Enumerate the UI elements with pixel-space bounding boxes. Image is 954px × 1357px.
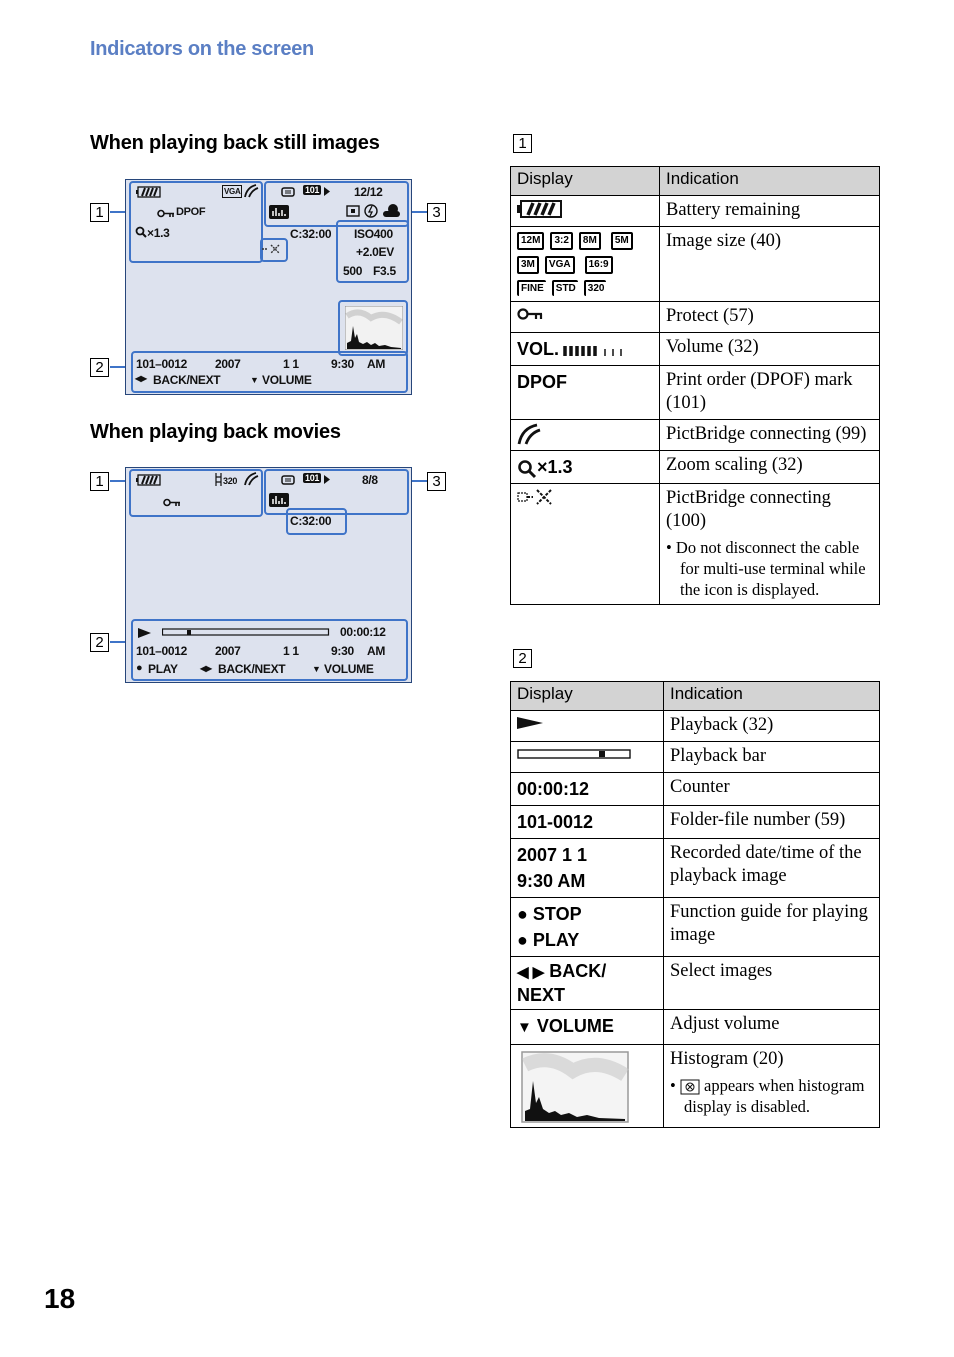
image-size-icon: 3M [517, 256, 539, 274]
table-row [511, 420, 880, 451]
dot-icon: ● [517, 930, 528, 950]
indication-text: Adjust volume [664, 1010, 880, 1045]
folder-file-number: 101–0012 [136, 644, 187, 658]
indication-text: PictBridge connecting (100) [666, 488, 831, 531]
indication-text: Playback bar [664, 742, 880, 773]
image-count: 12/12 [354, 185, 383, 199]
table-row [511, 957, 880, 1010]
movie-playback-screen [125, 467, 412, 683]
folder-file-number: 101–0012 [136, 357, 187, 371]
page-header: Indicators on the screen [90, 38, 314, 60]
recorded-month-day: 1 1 [283, 644, 299, 658]
histogram-note: appears when histogram display is disabled. [684, 1076, 865, 1116]
indication-text: Select images [664, 957, 880, 1010]
left-right-arrows-icon: ◀▶ [135, 374, 147, 383]
counter-display: 00:00:12 [517, 779, 590, 799]
quality-icon: FINE [517, 280, 546, 296]
indication-text: Folder-file number (59) [664, 806, 880, 839]
dpof-mark: DPOF [176, 206, 206, 218]
stop-guide: STOP [532, 904, 582, 924]
image-size-icon: 16:9 [585, 256, 613, 274]
volume-guide: VOLUME [324, 662, 374, 676]
playback-icon [517, 715, 543, 731]
indication-text: Protect (57) [660, 302, 880, 333]
indication-text: Image size (40) [660, 227, 880, 302]
back-next-guide: BACK/NEXT [218, 662, 286, 676]
table-row: Histogram (20) • appears when histogram display is disabled. [511, 1045, 880, 1128]
exposure-value: +2.0EV [356, 245, 394, 259]
indication-text: Volume (32) [660, 333, 880, 366]
folder-arrow-icon [324, 187, 330, 196]
volume-label: VOL. [517, 339, 560, 359]
protect-icon [163, 498, 181, 507]
image-count: 8/8 [362, 473, 378, 487]
play-guide: PLAY [532, 930, 580, 950]
indication-text: Recorded date/time of the playback image [664, 839, 880, 898]
callout-3-movie: 3 [427, 472, 446, 491]
histogram [521, 1051, 629, 1123]
recorded-time: 9:30 [331, 644, 354, 658]
folder-arrow-icon [324, 475, 330, 484]
page-number: 18 [44, 1283, 76, 1314]
indicator-table-2 [510, 681, 880, 1128]
table-row [511, 196, 880, 227]
recorded-time: 9:30 [331, 357, 354, 371]
playback-counter: 00:00:12 [340, 625, 386, 639]
protect-icon [157, 209, 175, 218]
remaining-capacity: C:32:00 [290, 227, 332, 241]
back-next-guide: BACK/NEXT [153, 373, 221, 387]
column-header-indication: Indication [660, 167, 880, 196]
quality-icons [517, 277, 653, 299]
recorded-year: 2007 [215, 357, 241, 371]
histogram [345, 306, 403, 350]
column-header-display: Display [511, 167, 660, 196]
table-row [511, 333, 880, 366]
histogram-mode-icon [269, 493, 289, 507]
callout-1-still: 1 [90, 203, 109, 222]
table-row [511, 302, 880, 333]
folder-file-display: 101-0012 [517, 812, 594, 832]
movies-heading: When playing back movies [90, 421, 341, 443]
table-row [511, 898, 880, 957]
time-display: 9:30 AM [517, 871, 586, 891]
down-arrow-icon: ▼ [250, 375, 259, 385]
film-quality-icon [215, 472, 223, 487]
volume-level-icon [563, 344, 625, 358]
indication-text: Histogram (20) [670, 1049, 784, 1069]
indicator-table-1 [510, 166, 880, 605]
zoom-icon [135, 226, 147, 238]
volume-guide: VOLUME [536, 1016, 614, 1036]
battery-icon [136, 474, 162, 486]
left-right-arrows-icon: ◀ ▶ [517, 964, 545, 981]
image-size-icon: 5M [611, 232, 633, 250]
still-playback-screen [125, 179, 412, 395]
play-guide: PLAY [148, 662, 178, 676]
playback-bar [162, 628, 330, 637]
histogram-disabled-icon [680, 1079, 700, 1095]
protect-icon [517, 307, 543, 321]
callout-2-still: 2 [90, 358, 109, 377]
folder-icon: 101 [305, 185, 320, 195]
callout-2-movie: 2 [90, 633, 109, 652]
image-size-icon: 12M [517, 232, 544, 250]
table-2-callout: 2 [513, 649, 532, 668]
recorded-ampm: AM [367, 644, 386, 658]
image-size-icon: 3:2 [550, 232, 572, 250]
indication-text: Print order (DPOF) mark (101) [660, 366, 880, 420]
pictbridge-connecting-icon [517, 487, 557, 507]
memory-card-icon [281, 186, 295, 198]
indication-text: Zoom scaling (32) [660, 451, 880, 484]
folder-icon: 101 [305, 473, 320, 483]
remaining-capacity: C:32:00 [290, 514, 332, 528]
playback-bar [517, 747, 631, 761]
shutter-speed: 500 [343, 264, 363, 278]
table-row [511, 839, 880, 898]
pictbridge-connecting-icon [261, 243, 283, 255]
iso-value: ISO400 [354, 227, 393, 241]
indication-text: Function guide for playing image [664, 898, 880, 957]
battery-icon [136, 186, 162, 198]
pictbridge-icon [243, 184, 259, 198]
pictbridge-icon [243, 472, 259, 486]
recorded-year: 2007 [215, 644, 241, 658]
column-header-display: Display [511, 682, 664, 711]
table-row [511, 773, 880, 806]
battery-icon [517, 199, 563, 219]
dot-icon: ● [136, 662, 143, 674]
indication-text: Counter [664, 773, 880, 806]
image-size-icon: VGA [545, 256, 575, 274]
pictbridge-note: Do not disconnect the cable for multi-use terminal while the icon is displayed. [675, 538, 866, 599]
column-header-indication: Indication [664, 682, 880, 711]
table-1-callout: 1 [513, 134, 532, 153]
next-guide: NEXT [517, 985, 566, 1005]
indication-text: PictBridge connecting (99) [660, 420, 880, 451]
dpof-mark: DPOF [517, 372, 568, 392]
table-row [511, 806, 880, 839]
indication-text: Playback (32) [664, 711, 880, 742]
zoom-scaling: ×1.3 [147, 226, 170, 240]
table-row [511, 742, 880, 773]
histogram-mode-icon [269, 205, 289, 219]
recorded-ampm: AM [367, 357, 386, 371]
recorded-month-day: 1 1 [283, 357, 299, 371]
zoom-scaling: ×1.3 [537, 457, 573, 477]
table-row [511, 451, 880, 484]
back-guide: BACK/ [549, 961, 607, 981]
quality-icon: 320 [584, 280, 607, 296]
memory-card-icon [281, 474, 295, 486]
image-size-icon: VGA [224, 187, 241, 196]
image-size-icon: 8M [579, 232, 601, 250]
left-right-arrows-icon: ◀▶ [200, 664, 212, 673]
table-row [511, 227, 880, 302]
image-size-icons [517, 229, 653, 277]
still-images-heading: When playing back still images [90, 132, 380, 154]
down-arrow-icon: ▼ [517, 1019, 532, 1036]
aperture: F3.5 [373, 264, 396, 278]
volume-guide: VOLUME [262, 373, 312, 387]
table-row [511, 366, 880, 420]
callout-3-still: 3 [427, 203, 446, 222]
white-balance-icon [381, 203, 401, 218]
pictbridge-icon [517, 423, 541, 445]
table-row: PictBridge connecting (100) • Do not disconnect the cable for multi-use terminal while the icon is displayed. [511, 484, 880, 605]
callout-1-movie: 1 [90, 472, 109, 491]
zoom-icon [517, 459, 537, 479]
table-row [511, 711, 880, 742]
table-row [511, 1010, 880, 1045]
dot-icon: ● [517, 904, 528, 924]
flash-off-icon [364, 204, 378, 218]
movie-quality: 320 [223, 476, 238, 486]
quality-icon: STD [552, 280, 578, 296]
date-display: 2007 1 1 [517, 845, 588, 865]
indication-text: Battery remaining [660, 196, 880, 227]
playback-icon [138, 628, 151, 638]
metering-icon [346, 205, 360, 217]
down-arrow-icon: ▼ [312, 664, 321, 674]
